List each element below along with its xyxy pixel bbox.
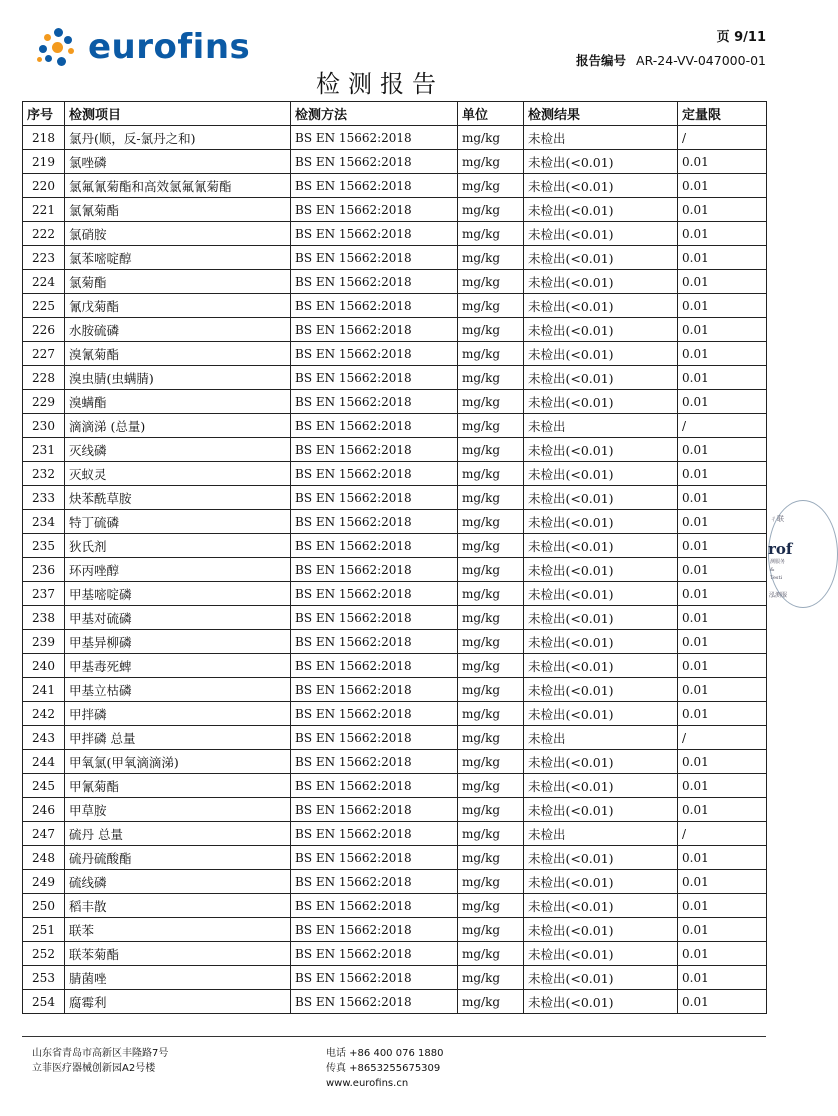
row-number: 227 [23, 342, 65, 366]
test-item: 特丁硫磷 [65, 510, 291, 534]
test-result: 未检出(<0.01) [524, 894, 678, 918]
quantification-limit: 0.01 [678, 270, 767, 294]
table-row [23, 822, 767, 846]
unit: mg/kg [458, 822, 524, 846]
unit: mg/kg [458, 942, 524, 966]
unit: mg/kg [458, 534, 524, 558]
unit: mg/kg [458, 966, 524, 990]
unit: mg/kg [458, 654, 524, 678]
test-result: 未检出(<0.01) [524, 846, 678, 870]
stamp-text-1: ㄔ联 [770, 515, 784, 523]
quantification-limit: 0.01 [678, 894, 767, 918]
test-method: BS EN 15662:2018 [291, 198, 458, 222]
quantification-limit: 0.01 [678, 918, 767, 942]
test-result: 未检出(<0.01) [524, 534, 678, 558]
test-result: 未检出(<0.01) [524, 654, 678, 678]
unit: mg/kg [458, 246, 524, 270]
test-method: BS EN 15662:2018 [291, 174, 458, 198]
stamp-text-3: 测服务 & Testi [770, 559, 786, 581]
test-method: BS EN 15662:2018 [291, 798, 458, 822]
table-row [23, 966, 767, 990]
unit: mg/kg [458, 702, 524, 726]
test-method: BS EN 15662:2018 [291, 438, 458, 462]
test-result: 未检出(<0.01) [524, 990, 678, 1014]
test-item: 氯唑磷 [65, 150, 291, 174]
unit: mg/kg [458, 870, 524, 894]
test-item: 氯氟氰菊酯和高效氯氟氰菊酯 [65, 174, 291, 198]
row-number: 250 [23, 894, 65, 918]
table-row [23, 222, 767, 246]
table-row [23, 150, 767, 174]
test-item: 硫丹 总量 [65, 822, 291, 846]
stamp-text-4: 泓测服 [769, 592, 788, 599]
quantification-limit: 0.01 [678, 750, 767, 774]
quantification-limit: / [678, 822, 767, 846]
quantification-limit: 0.01 [678, 510, 767, 534]
test-item: 氯硝胺 [65, 222, 291, 246]
quantification-limit: 0.01 [678, 654, 767, 678]
test-method: BS EN 15662:2018 [291, 654, 458, 678]
unit: mg/kg [458, 150, 524, 174]
test-method: BS EN 15662:2018 [291, 222, 458, 246]
unit: mg/kg [458, 582, 524, 606]
unit: mg/kg [458, 294, 524, 318]
row-number: 229 [23, 390, 65, 414]
table-row [23, 606, 767, 630]
test-result: 未检出(<0.01) [524, 294, 678, 318]
row-number: 218 [23, 126, 65, 150]
table-row [23, 990, 767, 1014]
test-method: BS EN 15662:2018 [291, 318, 458, 342]
table-row [23, 414, 767, 438]
unit: mg/kg [458, 558, 524, 582]
test-method: BS EN 15662:2018 [291, 534, 458, 558]
quantification-limit: 0.01 [678, 486, 767, 510]
test-item: 甲草胺 [65, 798, 291, 822]
test-method: BS EN 15662:2018 [291, 342, 458, 366]
table-row [23, 294, 767, 318]
test-method: BS EN 15662:2018 [291, 918, 458, 942]
test-method: BS EN 15662:2018 [291, 390, 458, 414]
table-row [23, 390, 767, 414]
row-number: 241 [23, 678, 65, 702]
test-method: BS EN 15662:2018 [291, 774, 458, 798]
quantification-limit: 0.01 [678, 798, 767, 822]
row-number: 242 [23, 702, 65, 726]
test-result: 未检出(<0.01) [524, 606, 678, 630]
test-result: 未检出(<0.01) [524, 750, 678, 774]
table-row [23, 630, 767, 654]
test-method: BS EN 15662:2018 [291, 678, 458, 702]
test-method: BS EN 15662:2018 [291, 150, 458, 174]
test-item: 腐霉利 [65, 990, 291, 1014]
table-row [23, 174, 767, 198]
table-row [23, 678, 767, 702]
row-number: 251 [23, 918, 65, 942]
row-number: 248 [23, 846, 65, 870]
row-number: 226 [23, 318, 65, 342]
table-row [23, 942, 767, 966]
test-method: BS EN 15662:2018 [291, 270, 458, 294]
test-item: 氰戊菊酯 [65, 294, 291, 318]
footer-address [32, 1046, 168, 1076]
test-method: BS EN 15662:2018 [291, 702, 458, 726]
unit: mg/kg [458, 486, 524, 510]
unit: mg/kg [458, 846, 524, 870]
quantification-limit: 0.01 [678, 150, 767, 174]
test-method: BS EN 15662:2018 [291, 246, 458, 270]
test-result: 未检出 [524, 726, 678, 750]
quantification-limit: 0.01 [678, 342, 767, 366]
row-number: 252 [23, 942, 65, 966]
test-item: 溴氰菊酯 [65, 342, 291, 366]
test-method: BS EN 15662:2018 [291, 846, 458, 870]
test-result: 未检出(<0.01) [524, 174, 678, 198]
column-header-loq: 定量限 [678, 102, 767, 126]
row-number: 253 [23, 966, 65, 990]
test-item: 甲基毒死蜱 [65, 654, 291, 678]
test-result: 未检出(<0.01) [524, 366, 678, 390]
test-result: 未检出 [524, 822, 678, 846]
unit: mg/kg [458, 726, 524, 750]
test-result: 未检出(<0.01) [524, 774, 678, 798]
test-item: 水胺硫磷 [65, 318, 291, 342]
row-number: 225 [23, 294, 65, 318]
unit: mg/kg [458, 798, 524, 822]
quantification-limit: 0.01 [678, 582, 767, 606]
report-number-value: AR-24-VV-047000-01 [636, 53, 766, 68]
test-item: 甲基嘧啶磷 [65, 582, 291, 606]
test-item: 炔苯酰草胺 [65, 486, 291, 510]
test-method: BS EN 15662:2018 [291, 894, 458, 918]
test-item: 联苯菊酯 [65, 942, 291, 966]
test-item: 溴虫腈(虫螨腈) [65, 366, 291, 390]
table-row [23, 846, 767, 870]
table-header-row [23, 102, 767, 126]
test-result: 未检出(<0.01) [524, 150, 678, 174]
test-result: 未检出 [524, 126, 678, 150]
unit: mg/kg [458, 990, 524, 1014]
test-method: BS EN 15662:2018 [291, 414, 458, 438]
test-item: 灭蚁灵 [65, 462, 291, 486]
logo-text: eurofins [88, 27, 251, 67]
column-header-unit: 单位 [458, 102, 524, 126]
table-row [23, 318, 767, 342]
row-number: 234 [23, 510, 65, 534]
row-number: 236 [23, 558, 65, 582]
side-stamp [766, 500, 793, 610]
address-line-1: 山东省青岛市高新区丰隆路7号 [32, 1048, 169, 1059]
test-method: BS EN 15662:2018 [291, 366, 458, 390]
table-row [23, 486, 767, 510]
unit: mg/kg [458, 750, 524, 774]
row-number: 224 [23, 270, 65, 294]
unit: mg/kg [458, 918, 524, 942]
unit: mg/kg [458, 414, 524, 438]
test-item: 甲拌磷 总量 [65, 726, 291, 750]
table-row [23, 798, 767, 822]
unit: mg/kg [458, 678, 524, 702]
test-result: 未检出(<0.01) [524, 582, 678, 606]
test-result: 未检出(<0.01) [524, 222, 678, 246]
test-method: BS EN 15662:2018 [291, 966, 458, 990]
column-header-item: 检测项目 [65, 102, 291, 126]
unit: mg/kg [458, 126, 524, 150]
quantification-limit: 0.01 [678, 174, 767, 198]
quantification-limit: 0.01 [678, 462, 767, 486]
quantification-limit: 0.01 [678, 294, 767, 318]
table-row [23, 510, 767, 534]
row-number: 240 [23, 654, 65, 678]
row-number: 249 [23, 870, 65, 894]
quantification-limit: 0.01 [678, 222, 767, 246]
quantification-limit: 0.01 [678, 366, 767, 390]
test-item: 灭线磷 [65, 438, 291, 462]
test-item: 甲基立枯磷 [65, 678, 291, 702]
quantification-limit: 0.01 [678, 966, 767, 990]
quantification-limit: 0.01 [678, 774, 767, 798]
test-result: 未检出(<0.01) [524, 270, 678, 294]
unit: mg/kg [458, 438, 524, 462]
table-row [23, 870, 767, 894]
table-row [23, 198, 767, 222]
quantification-limit: / [678, 726, 767, 750]
test-result: 未检出(<0.01) [524, 798, 678, 822]
test-result: 未检出(<0.01) [524, 342, 678, 366]
table-row [23, 774, 767, 798]
test-item: 氯氰菊酯 [65, 198, 291, 222]
unit: mg/kg [458, 606, 524, 630]
row-number: 237 [23, 582, 65, 606]
test-result: 未检出(<0.01) [524, 438, 678, 462]
test-method: BS EN 15662:2018 [291, 822, 458, 846]
test-item: 环丙唑醇 [65, 558, 291, 582]
unit: mg/kg [458, 270, 524, 294]
row-number: 246 [23, 798, 65, 822]
unit: mg/kg [458, 366, 524, 390]
quantification-limit: 0.01 [678, 534, 767, 558]
quantification-limit: 0.01 [678, 942, 767, 966]
test-item: 甲基异柳磷 [65, 630, 291, 654]
unit: mg/kg [458, 198, 524, 222]
quantification-limit: 0.01 [678, 198, 767, 222]
test-result: 未检出 [524, 414, 678, 438]
quantification-limit: 0.01 [678, 390, 767, 414]
unit: mg/kg [458, 390, 524, 414]
test-result: 未检出(<0.01) [524, 390, 678, 414]
test-item: 滴滴涕 (总量) [65, 414, 291, 438]
row-number: 239 [23, 630, 65, 654]
test-result: 未检出(<0.01) [524, 966, 678, 990]
test-result: 未检出(<0.01) [524, 246, 678, 270]
test-item: 联苯 [65, 918, 291, 942]
test-method: BS EN 15662:2018 [291, 990, 458, 1014]
footer-contact [326, 1046, 443, 1091]
test-method: BS EN 15662:2018 [291, 606, 458, 630]
report-number-label: 报告编号 [576, 53, 627, 68]
column-header-number: 序号 [23, 102, 65, 126]
test-method: BS EN 15662:2018 [291, 510, 458, 534]
quantification-limit: 0.01 [678, 246, 767, 270]
table-row [23, 894, 767, 918]
fax: 传真 +8653255675309 [326, 1063, 441, 1074]
test-method: BS EN 15662:2018 [291, 294, 458, 318]
test-method: BS EN 15662:2018 [291, 582, 458, 606]
test-item: 稻丰散 [65, 894, 291, 918]
row-number: 243 [23, 726, 65, 750]
row-number: 228 [23, 366, 65, 390]
test-method: BS EN 15662:2018 [291, 750, 458, 774]
quantification-limit: 0.01 [678, 870, 767, 894]
table-row [23, 918, 767, 942]
stamp-text-2: rof [768, 540, 793, 558]
table-row [23, 342, 767, 366]
test-item: 甲拌磷 [65, 702, 291, 726]
unit: mg/kg [458, 510, 524, 534]
column-header-result: 检测结果 [524, 102, 678, 126]
unit: mg/kg [458, 462, 524, 486]
test-method: BS EN 15662:2018 [291, 870, 458, 894]
row-number: 233 [23, 486, 65, 510]
test-result: 未检出(<0.01) [524, 510, 678, 534]
test-result: 未检出(<0.01) [524, 702, 678, 726]
quantification-limit: 0.01 [678, 702, 767, 726]
test-item: 溴螨酯 [65, 390, 291, 414]
table-row [23, 558, 767, 582]
table-row [23, 654, 767, 678]
table-row [23, 750, 767, 774]
table-row [23, 246, 767, 270]
test-method: BS EN 15662:2018 [291, 726, 458, 750]
test-item: 硫线磷 [65, 870, 291, 894]
unit: mg/kg [458, 894, 524, 918]
page-number: 页 9/11 [716, 30, 766, 45]
row-number: 222 [23, 222, 65, 246]
table-row [23, 582, 767, 606]
unit: mg/kg [458, 318, 524, 342]
quantification-limit: 0.01 [678, 630, 767, 654]
quantification-limit: 0.01 [678, 438, 767, 462]
quantification-limit: 0.01 [678, 606, 767, 630]
document-title: 检测报告 [316, 70, 444, 98]
table-row [23, 366, 767, 390]
test-method: BS EN 15662:2018 [291, 942, 458, 966]
quantification-limit: 0.01 [678, 990, 767, 1014]
quantification-limit: / [678, 126, 767, 150]
test-result: 未检出(<0.01) [524, 198, 678, 222]
phone: 电话 +86 400 076 1880 [326, 1048, 444, 1059]
test-method: BS EN 15662:2018 [291, 558, 458, 582]
row-number: 232 [23, 462, 65, 486]
table-row [23, 126, 767, 150]
row-number: 219 [23, 150, 65, 174]
column-header-method: 检测方法 [291, 102, 458, 126]
test-result: 未检出(<0.01) [524, 918, 678, 942]
test-method: BS EN 15662:2018 [291, 126, 458, 150]
table-row [23, 438, 767, 462]
test-item: 硫丹硫酸酯 [65, 846, 291, 870]
row-number: 223 [23, 246, 65, 270]
quantification-limit: / [678, 414, 767, 438]
row-number: 238 [23, 606, 65, 630]
results-table [22, 101, 767, 1014]
table-row [23, 270, 767, 294]
row-number: 221 [23, 198, 65, 222]
table-row [23, 702, 767, 726]
row-number: 230 [23, 414, 65, 438]
test-item: 甲氧氯(甲氧滴滴涕) [65, 750, 291, 774]
test-method: BS EN 15662:2018 [291, 486, 458, 510]
unit: mg/kg [458, 774, 524, 798]
test-item: 氯苯嘧啶醇 [65, 246, 291, 270]
test-item: 甲氰菊酯 [65, 774, 291, 798]
quantification-limit: 0.01 [678, 318, 767, 342]
test-result: 未检出(<0.01) [524, 870, 678, 894]
test-result: 未检出(<0.01) [524, 462, 678, 486]
unit: mg/kg [458, 342, 524, 366]
test-result: 未检出(<0.01) [524, 630, 678, 654]
quantification-limit: 0.01 [678, 558, 767, 582]
unit: mg/kg [458, 174, 524, 198]
unit: mg/kg [458, 630, 524, 654]
test-item: 氯丹(顺，反-氯丹之和) [65, 126, 291, 150]
unit: mg/kg [458, 222, 524, 246]
address-line-2: 立菲医疗器械创新园A2号楼 [32, 1063, 156, 1074]
test-item: 狄氏剂 [65, 534, 291, 558]
test-item: 甲基对硫磷 [65, 606, 291, 630]
test-item: 腈菌唑 [65, 966, 291, 990]
quantification-limit: 0.01 [678, 846, 767, 870]
row-number: 231 [23, 438, 65, 462]
row-number: 247 [23, 822, 65, 846]
row-number: 245 [23, 774, 65, 798]
row-number: 220 [23, 174, 65, 198]
row-number: 254 [23, 990, 65, 1014]
test-item: 氯菊酯 [65, 270, 291, 294]
table-row [23, 726, 767, 750]
table-row [23, 534, 767, 558]
test-result: 未检出(<0.01) [524, 558, 678, 582]
test-method: BS EN 15662:2018 [291, 630, 458, 654]
row-number: 244 [23, 750, 65, 774]
footer-divider [22, 1036, 766, 1037]
test-result: 未检出(<0.01) [524, 486, 678, 510]
test-result: 未检出(<0.01) [524, 678, 678, 702]
test-result: 未检出(<0.01) [524, 318, 678, 342]
test-result: 未检出(<0.01) [524, 942, 678, 966]
table-row [23, 462, 767, 486]
test-method: BS EN 15662:2018 [291, 462, 458, 486]
website-link[interactable]: www.eurofins.cn [326, 1078, 409, 1089]
row-number: 235 [23, 534, 65, 558]
quantification-limit: 0.01 [678, 678, 767, 702]
